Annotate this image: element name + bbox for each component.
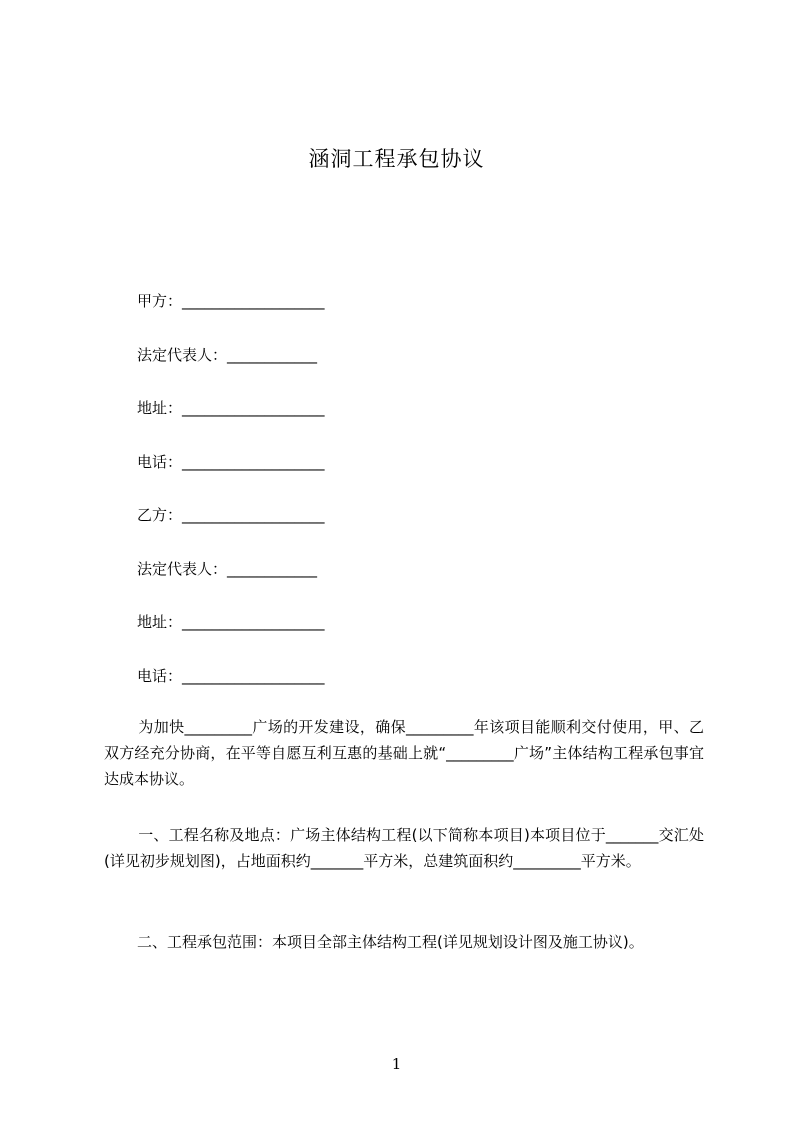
party-b-representative-field: 法定代表人：____________: [137, 560, 318, 578]
party-a-address-field: 地址：___________________: [137, 399, 325, 417]
party-b-address-field: 地址：___________________: [137, 613, 325, 631]
intro-paragraph: [104, 714, 704, 792]
party-a-phone-field: 电话：___________________: [137, 453, 325, 471]
section-1-paragraph: [104, 822, 704, 874]
party-a-representative-field: 法定代表人：____________: [137, 346, 318, 364]
section-2-paragraph: [137, 929, 704, 955]
intro-text: 为加快_________广场的开发建设，确保_________年该项目能顺利交付使用，甲、乙双方经充分协商，在平等自愿互利互惠的基础上就“_________广场”主体结构工程承包事宜达成本协议。: [104, 718, 704, 788]
party-b-phone-field: 电话：___________________: [137, 667, 325, 685]
party-a-field: 甲方：___________________: [137, 292, 325, 310]
page-number: 1: [391, 1055, 402, 1073]
document-title: 涵洞工程承包协议: [308, 147, 485, 171]
section-1-text: 一、工程名称及地点：广场主体结构工程(以下简称本项目)本项目位于_______交汇处(详见初步规划图)，占地面积约_______平方米，总建筑面积约_________平方米。: [104, 826, 704, 870]
section-2-text: 二、工程承包范围：本项目全部主体结构工程(详见规划设计图及施工协议)。: [137, 933, 644, 951]
party-b-field: 乙方：___________________: [137, 506, 325, 524]
